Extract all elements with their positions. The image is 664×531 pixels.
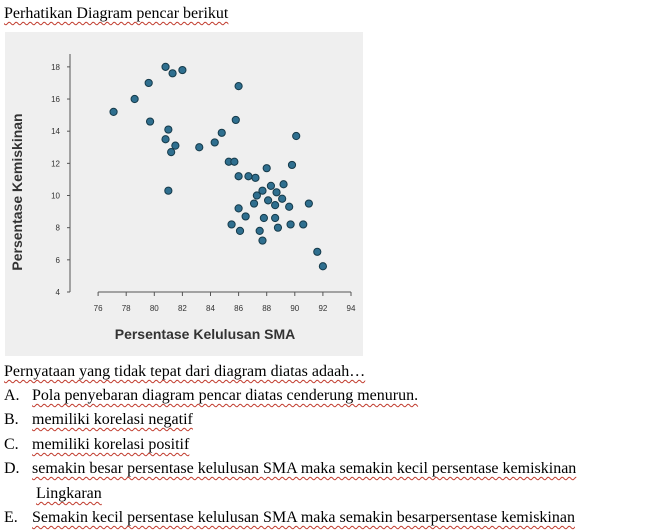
scatter-point	[218, 129, 225, 136]
option-e[interactable]	[4, 508, 575, 528]
y-tick-label: 16	[51, 95, 60, 105]
option-c[interactable]	[4, 435, 189, 455]
scatter-point	[232, 116, 239, 123]
scatter-point	[250, 200, 257, 207]
option-b[interactable]	[4, 410, 193, 430]
x-tick-label: 80	[149, 304, 159, 313]
y-tick-label: 10	[51, 191, 60, 201]
scatter-point	[260, 214, 267, 221]
question-prompt	[4, 4, 228, 24]
x-tick-label: 90	[290, 304, 300, 313]
scatter-point	[168, 148, 175, 155]
y-tick-label: 12	[51, 159, 60, 169]
x-axis-label: Persentase Kelulusan SMA	[114, 326, 296, 342]
scatter-point	[280, 181, 287, 188]
option-a[interactable]	[4, 386, 418, 406]
y-axis-label: Persentase Kemiskinan	[9, 113, 25, 271]
scatter-point	[288, 161, 295, 168]
question-statement	[4, 362, 365, 382]
prompt-text: Perhatikan Diagram pencar berikut	[4, 5, 229, 22]
scatter-point	[319, 263, 326, 270]
option-text: Pola penyebaran diagram pencar diatas cenderung menurun.	[32, 387, 419, 404]
y-tick-label: 14	[51, 127, 60, 137]
scatter-point	[259, 237, 266, 244]
scatter-point	[235, 205, 242, 212]
option-text: memiliki korelasi negatif	[32, 411, 193, 428]
scatter-point	[165, 126, 172, 133]
scatter-point	[274, 224, 281, 231]
scatter-point	[169, 70, 176, 77]
option-d[interactable]	[4, 459, 576, 479]
y-tick-label: 18	[51, 62, 60, 72]
scatter-point	[256, 227, 263, 234]
option-letter: D.	[4, 460, 20, 477]
scatter-point	[196, 144, 203, 151]
option-d-continuation[interactable]	[36, 484, 102, 504]
scatter-point	[272, 202, 279, 209]
scatter-point	[131, 95, 138, 102]
scatter-point	[305, 200, 312, 207]
x-tick-label: 92	[318, 304, 328, 313]
scatter-point	[314, 248, 321, 255]
x-tick-label: 84	[206, 304, 215, 313]
x-tick-label: 88	[262, 304, 272, 313]
option-text: memiliki korelasi positif	[32, 436, 190, 453]
scatter-point	[300, 221, 307, 228]
scatter-point	[259, 187, 266, 194]
x-tick-label: 82	[177, 304, 187, 313]
scatter-point	[146, 118, 153, 125]
scatter-point	[110, 108, 117, 115]
statement-text: Pernyataan yang tidak tepat dari diagram diatas adaah…	[4, 363, 366, 380]
option-letter: A.	[4, 387, 20, 404]
option-text: Semakin kecil persentase kelulusan SMA maka semakin besarpersentase kemiskinan	[32, 509, 575, 526]
scatter-point	[145, 79, 152, 86]
scatter-point	[245, 173, 252, 180]
scatter-point	[272, 214, 279, 221]
x-tick-label: 86	[234, 304, 244, 313]
scatter-point	[165, 187, 172, 194]
scatter-point	[235, 173, 242, 180]
scatter-point	[267, 182, 274, 189]
x-tick-label: 76	[93, 304, 103, 313]
y-tick-label: 4	[55, 288, 60, 297]
option-text-continuation: Lingkaran	[36, 485, 102, 502]
scatter-point	[279, 195, 286, 202]
option-letter: C.	[4, 436, 19, 453]
scatter-point	[179, 66, 186, 73]
scatter-point	[287, 221, 294, 228]
scatter-point	[286, 203, 293, 210]
y-tick-label: 6	[55, 255, 60, 265]
scatter-point	[252, 174, 259, 181]
scatter-point	[228, 221, 235, 228]
scatter-point	[211, 139, 218, 146]
scatter-plot-svg	[5, 32, 363, 356]
scatter-point	[235, 83, 242, 90]
scatter-point	[231, 158, 238, 165]
scatter-point	[265, 197, 272, 204]
scatter-point	[236, 227, 243, 234]
x-tick-label: 94	[346, 304, 356, 313]
scatter-point	[162, 136, 169, 143]
scatter-point	[242, 213, 249, 220]
y-tick-label: 8	[55, 223, 60, 233]
scatter-chart	[5, 32, 363, 356]
option-letter: B.	[4, 411, 19, 428]
x-tick-label: 78	[121, 304, 131, 313]
scatter-point	[263, 165, 270, 172]
option-letter: E.	[4, 509, 18, 526]
scatter-point	[172, 142, 179, 149]
option-text: semakin besar persentase kelulusan SMA maka semakin kecil persentase kemiskinan	[32, 460, 577, 477]
scatter-point	[162, 63, 169, 70]
scatter-point	[293, 132, 300, 139]
scatter-point	[273, 189, 280, 196]
